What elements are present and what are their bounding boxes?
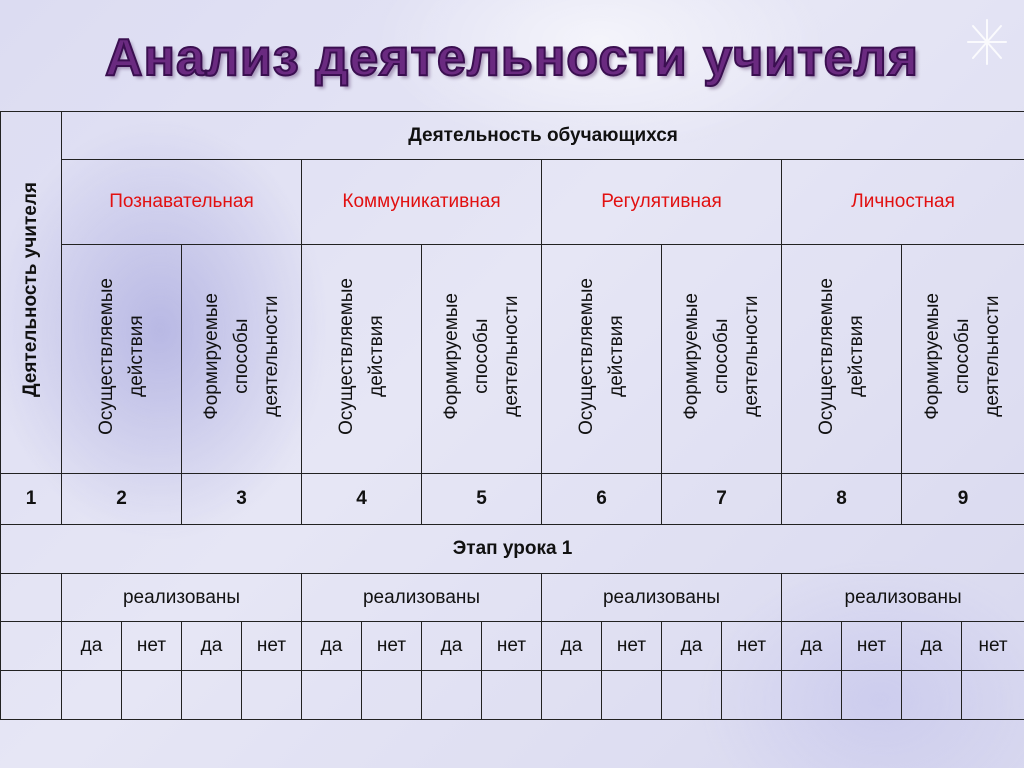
no-cell: нет bbox=[962, 622, 1024, 671]
yes-cell: да bbox=[782, 622, 842, 671]
realized-label: реализованы bbox=[782, 574, 1024, 622]
teacher-activity-header bbox=[1, 112, 62, 474]
empty-entry-cell[interactable] bbox=[302, 671, 362, 720]
realized-label: реализованы bbox=[62, 574, 302, 622]
yes-cell: да bbox=[302, 622, 362, 671]
subheader-text: Формируемые способы деятельности bbox=[440, 292, 522, 420]
empty-entry-cell[interactable] bbox=[842, 671, 902, 720]
empty-entry-cell[interactable] bbox=[182, 671, 242, 720]
column-number: 5 bbox=[422, 474, 542, 525]
column-number: 1 bbox=[1, 474, 62, 525]
subheader-text: Формируемые способы деятельности bbox=[200, 292, 282, 420]
yes-cell: да bbox=[662, 622, 722, 671]
slide-title: Анализ деятельности учителя bbox=[105, 29, 919, 87]
column-number: 7 bbox=[662, 474, 782, 525]
subheader-cell bbox=[662, 245, 782, 474]
yes-cell: да bbox=[902, 622, 962, 671]
category-cognitive: Познавательная bbox=[62, 160, 302, 245]
yes-cell: да bbox=[542, 622, 602, 671]
subheader-text: Формируемые способы деятельности bbox=[922, 292, 1004, 420]
subheader-cell bbox=[302, 245, 422, 474]
category-communicative: Коммуникативная bbox=[302, 160, 542, 245]
empty-entry-cell[interactable] bbox=[902, 671, 962, 720]
category-personal: Личностная bbox=[782, 160, 1024, 245]
empty-entry-cell[interactable] bbox=[722, 671, 782, 720]
no-cell: нет bbox=[842, 622, 902, 671]
empty-entry-cell[interactable] bbox=[962, 671, 1024, 720]
yes-cell: да bbox=[62, 622, 122, 671]
empty-entry-cell[interactable] bbox=[1, 671, 62, 720]
empty-entry-cell[interactable] bbox=[62, 671, 122, 720]
column-number: 4 bbox=[302, 474, 422, 525]
empty-entry-cell[interactable] bbox=[662, 671, 722, 720]
empty-entry-cell[interactable] bbox=[782, 671, 842, 720]
yes-cell: да bbox=[422, 622, 482, 671]
empty-entry-cell[interactable] bbox=[602, 671, 662, 720]
subheader-cell bbox=[542, 245, 662, 474]
subheader-cell bbox=[182, 245, 302, 474]
column-number: 8 bbox=[782, 474, 902, 525]
empty-entry-cell[interactable] bbox=[542, 671, 602, 720]
teacher-activity-label: Деятельность учителя bbox=[20, 181, 41, 397]
subheader-text: Формируемые способы деятельности bbox=[680, 292, 762, 420]
column-number: 3 bbox=[182, 474, 302, 525]
subheader-text: Осуществляемые действия bbox=[335, 277, 387, 435]
no-cell: нет bbox=[242, 622, 302, 671]
category-regulatory: Регулятивная bbox=[542, 160, 782, 245]
subheader-cell bbox=[902, 245, 1024, 474]
column-number: 9 bbox=[902, 474, 1024, 525]
subheader-cell bbox=[422, 245, 542, 474]
realized-label: реализованы bbox=[542, 574, 782, 622]
empty-entry-cell[interactable] bbox=[362, 671, 422, 720]
subheader-text: Осуществляемые действия bbox=[575, 277, 627, 435]
subheader-text: Осуществляемые действия bbox=[815, 277, 867, 435]
no-cell: нет bbox=[122, 622, 182, 671]
yes-cell: да bbox=[182, 622, 242, 671]
lesson-stage-label: Этап урока 1 bbox=[1, 525, 1024, 574]
no-cell: нет bbox=[482, 622, 542, 671]
realized-label: реализованы bbox=[302, 574, 542, 622]
empty-entry-cell[interactable] bbox=[122, 671, 182, 720]
subheader-cell bbox=[62, 245, 182, 474]
analysis-table bbox=[0, 111, 1024, 720]
empty-entry-cell[interactable] bbox=[482, 671, 542, 720]
blank-cell bbox=[1, 574, 62, 622]
column-number: 6 bbox=[542, 474, 662, 525]
column-number: 2 bbox=[62, 474, 182, 525]
no-cell: нет bbox=[602, 622, 662, 671]
no-cell: нет bbox=[722, 622, 782, 671]
empty-entry-cell[interactable] bbox=[422, 671, 482, 720]
no-cell: нет bbox=[362, 622, 422, 671]
students-activity-header: Деятельность обучающихся bbox=[62, 112, 1024, 160]
subheader-text: Осуществляемые действия bbox=[95, 277, 147, 435]
empty-entry-cell[interactable] bbox=[242, 671, 302, 720]
subheader-cell bbox=[782, 245, 902, 474]
sparkle-decoration-icon bbox=[962, 12, 1012, 72]
blank-cell bbox=[1, 622, 62, 671]
